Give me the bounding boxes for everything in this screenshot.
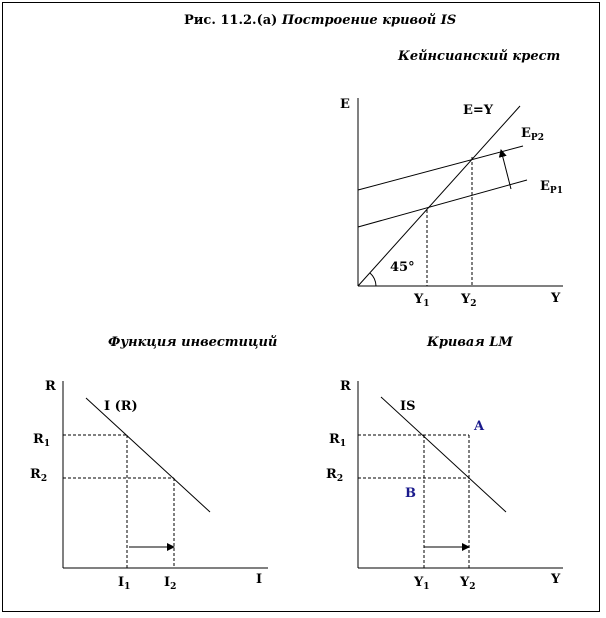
investment-curve-label: I (R) (104, 399, 138, 414)
is-r1-label: $R_1$ (329, 432, 347, 449)
label-e-equals-y: E=Y (463, 103, 494, 118)
line-ep2 (358, 146, 523, 190)
investment-r1-label: $R_1$ (33, 432, 51, 449)
investment-i1-label: $I_1$ (118, 575, 131, 592)
is-curve-panel (326, 335, 563, 592)
point-b-label: B (405, 486, 416, 501)
keynes-y2-label: $Y_2$ (461, 292, 477, 309)
is-curve-label: IS (400, 399, 416, 414)
line-e-equals-y (358, 106, 520, 286)
is-x-axis-label: Y (551, 572, 561, 587)
investment-x-axis-label: I (256, 572, 263, 587)
is-r2-label: $R_2$ (326, 467, 344, 484)
keynesian-cross-panel (340, 49, 563, 309)
keynes-y1-label: $Y_1$ (414, 292, 430, 309)
is-y2-label: $Y_2$ (460, 575, 476, 592)
investment-function-panel (30, 335, 277, 592)
label-ep2: $E_{P2}$ (521, 126, 544, 143)
keynes-shift-arrow (501, 150, 511, 189)
is-y1-label: $Y_1$ (414, 575, 430, 592)
is-y-axis-label: R (340, 379, 351, 394)
investment-i2-label: $I_2$ (164, 575, 177, 592)
investment-y-axis-label: R (45, 379, 56, 394)
keynes-x-axis-label: Y (551, 291, 561, 306)
is-panel-title: Кривая LM (427, 335, 513, 350)
keynes-y-axis-label: E (340, 97, 350, 112)
keynes-title: Кейнсианский крест (398, 49, 561, 64)
figure-title: Рис. 11.2.(а) Построение кривой IS (184, 13, 457, 28)
investment-title: Функция инвестиций (108, 335, 278, 350)
investment-curve (86, 398, 210, 512)
is-curve-line (381, 397, 506, 512)
angle-label: 45° (390, 260, 415, 275)
line-ep1 (358, 180, 527, 227)
label-ep1: $E_{P1}$ (540, 179, 563, 196)
angle-arc (370, 273, 376, 286)
point-a-label: A (474, 419, 485, 434)
investment-r2-label: $R_2$ (30, 467, 48, 484)
